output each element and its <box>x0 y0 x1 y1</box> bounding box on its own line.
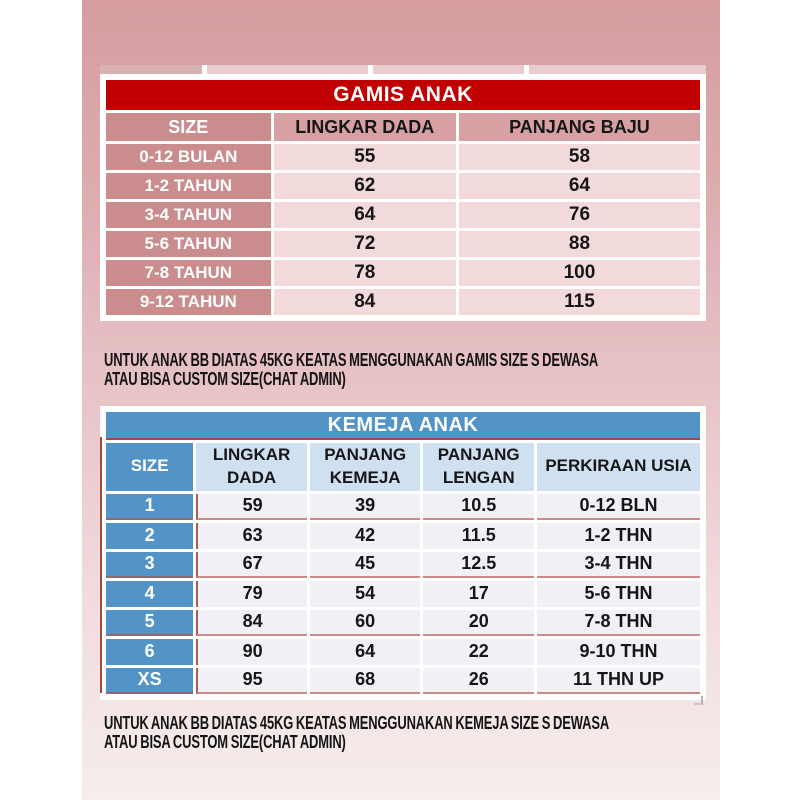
corner-resize-mark <box>694 696 703 705</box>
table-cell: 20 <box>423 610 534 636</box>
table-cell: 39 <box>310 494 421 520</box>
row-header: 3-4 TAHUN <box>106 202 271 228</box>
table-cell: 58 <box>459 144 700 170</box>
table-cell: 12.5 <box>423 552 534 578</box>
column-header-panjang-lengan: PANJANG LENGAN <box>423 443 534 491</box>
table-cell: 64 <box>310 639 421 665</box>
row-header: 1-2 TAHUN <box>106 173 271 199</box>
table-row <box>106 523 700 549</box>
column-header-perkiraan-usia: PERKIRAAN USIA <box>537 443 700 491</box>
table-cell: 95 <box>196 668 307 694</box>
table-cell: 9-10 THN <box>537 639 700 665</box>
table-cell: 67 <box>196 552 307 578</box>
table-cell: 7-8 THN <box>537 610 700 636</box>
kemeja-size-chart <box>100 406 706 700</box>
table-border-accent <box>100 437 102 693</box>
row-header: 6 <box>106 639 193 665</box>
table-row <box>106 260 700 286</box>
column-header-lingkar-dada: LINGKAR DADA <box>274 113 456 141</box>
table-row <box>106 552 700 578</box>
table-row <box>106 668 700 694</box>
table-row <box>106 173 700 199</box>
table-cell: 68 <box>310 668 421 694</box>
note-text-line: ATAU BISA CUSTOM SIZE(CHAT ADMIN) <box>104 368 346 389</box>
table-cell: 100 <box>459 260 700 286</box>
column-header-panjang-kemeja: PANJANG KEMEJA <box>310 443 421 491</box>
note-text-line: ATAU BISA CUSTOM SIZE(CHAT ADMIN) <box>104 731 346 752</box>
table-cell: 84 <box>196 610 307 636</box>
table-cell: 17 <box>423 581 534 607</box>
table-cell: 59 <box>196 494 307 520</box>
row-header: 9-12 TAHUN <box>106 289 271 315</box>
gamis-table-title: GAMIS ANAK <box>106 80 700 110</box>
table-cell: 62 <box>274 173 456 199</box>
table-cell: 42 <box>310 523 421 549</box>
table-cell: 10.5 <box>423 494 534 520</box>
table-cell: 1-2 THN <box>537 523 700 549</box>
sliver-divider <box>202 65 207 74</box>
row-header: 7-8 TAHUN <box>106 260 271 286</box>
table-cell: 90 <box>196 639 307 665</box>
table-row <box>106 231 700 257</box>
row-header: 2 <box>106 523 193 549</box>
table-row <box>106 80 700 110</box>
row-header: 4 <box>106 581 193 607</box>
table-cell: 5-6 THN <box>537 581 700 607</box>
table-cell: 88 <box>459 231 700 257</box>
table-row <box>106 639 700 665</box>
table-cell: 84 <box>274 289 456 315</box>
table-cell: 55 <box>274 144 456 170</box>
table-cell: 64 <box>274 202 456 228</box>
row-header: 5 <box>106 610 193 636</box>
row-header: 0-12 BULAN <box>106 144 271 170</box>
table-cell: 3-4 THN <box>537 552 700 578</box>
table-row <box>106 494 700 520</box>
column-header-size: SIZE <box>106 113 271 141</box>
table-header-row <box>106 443 700 491</box>
sliver-segment <box>100 65 204 74</box>
table-row <box>106 610 700 636</box>
sliver-divider <box>368 65 373 74</box>
row-header: XS <box>106 668 193 694</box>
table-cell: 72 <box>274 231 456 257</box>
table-cell: 22 <box>423 639 534 665</box>
row-header: 1 <box>106 494 193 520</box>
table-cell: 60 <box>310 610 421 636</box>
table-cell: 26 <box>423 668 534 694</box>
column-header-size: SIZE <box>106 443 193 491</box>
table-row <box>106 144 700 170</box>
note-text-line: UNTUK ANAK BB DIATAS 45KG KEATAS MENGGUNAKAN GAMIS SIZE S DEWASA <box>104 349 599 370</box>
table-cell: 64 <box>459 173 700 199</box>
column-header-lingkar-dada: LINGKAR DADA <box>196 443 307 491</box>
row-header: 5-6 TAHUN <box>106 231 271 257</box>
column-header-panjang-baju: PANJANG BAJU <box>459 113 700 141</box>
sliver-divider <box>524 65 529 74</box>
gamis-note <box>104 349 704 387</box>
table-cell: 79 <box>196 581 307 607</box>
table-cell: 45 <box>310 552 421 578</box>
row-header: 3 <box>106 552 193 578</box>
table-cell: 0-12 BLN <box>537 494 700 520</box>
table-cell: 11 THN UP <box>537 668 700 694</box>
note-text-line: UNTUK ANAK BB DIATAS 45KG KEATAS MENGGUNAKAN KEMEJA SIZE S DEWASA <box>104 712 610 733</box>
gamis-size-chart <box>100 74 706 321</box>
table-cell: 76 <box>459 202 700 228</box>
table-header-row <box>106 113 700 141</box>
table-cell: 54 <box>310 581 421 607</box>
table-cell: 63 <box>196 523 307 549</box>
table-cell: 78 <box>274 260 456 286</box>
table-row <box>106 581 700 607</box>
table-row <box>106 202 700 228</box>
kemeja-note <box>104 712 704 750</box>
kemeja-table-title: KEMEJA ANAK <box>106 412 700 440</box>
table-cell: 11.5 <box>423 523 534 549</box>
table-row <box>106 289 700 315</box>
table-row <box>106 412 700 440</box>
table-cell: 115 <box>459 289 700 315</box>
